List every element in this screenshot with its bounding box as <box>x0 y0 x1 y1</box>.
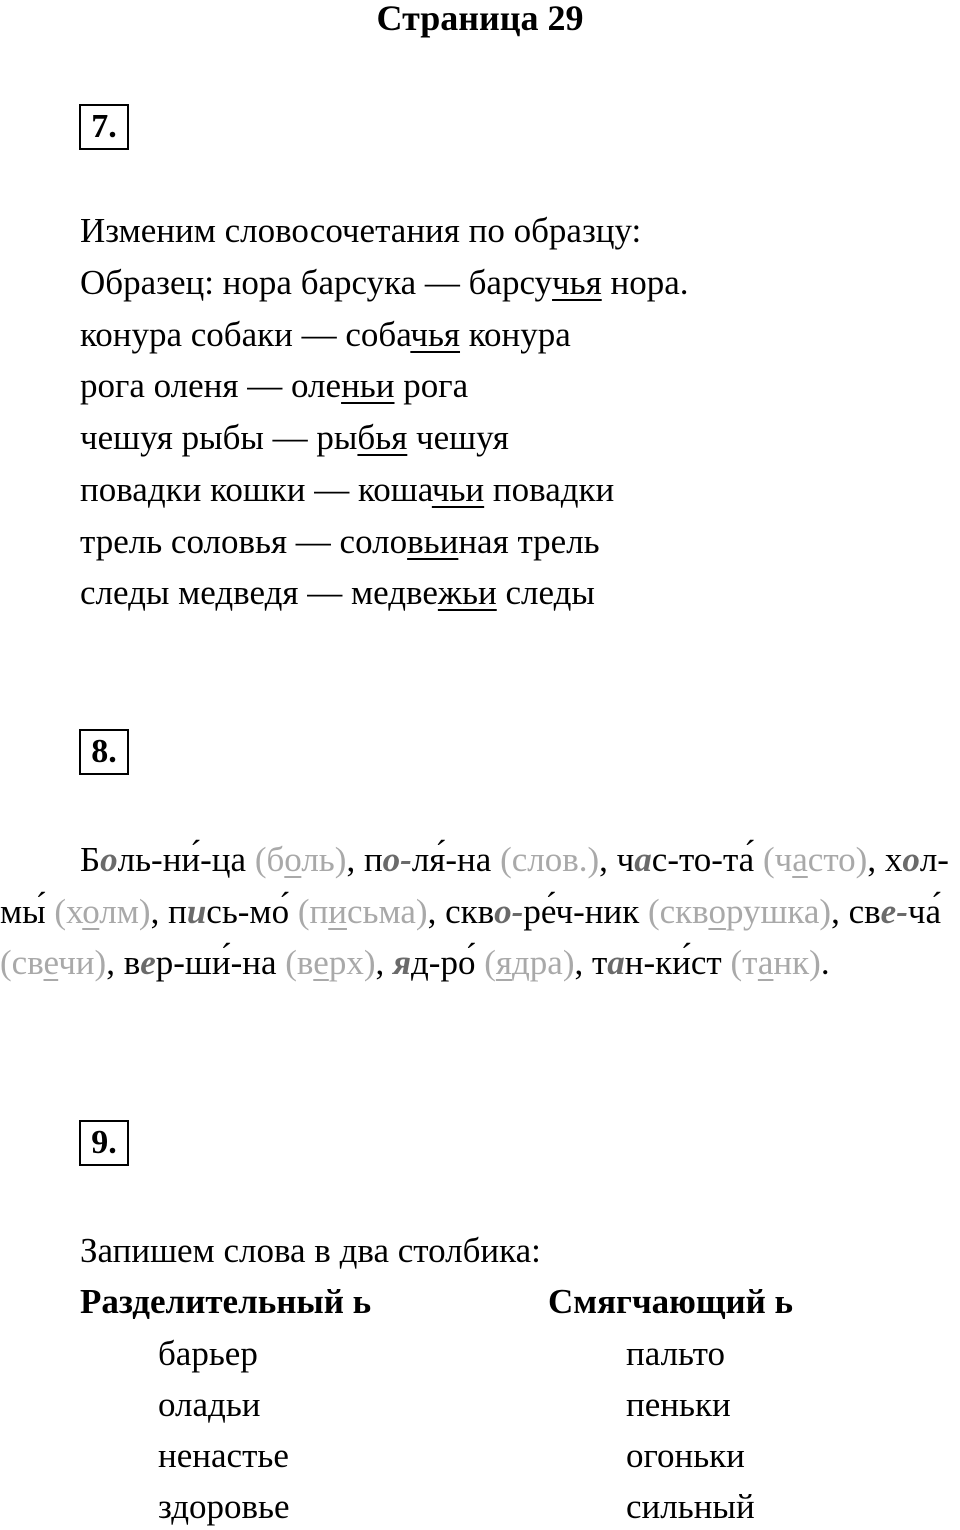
syllable-text: ля́-на <box>411 840 501 879</box>
syllable-text: д-ро́ <box>411 943 485 982</box>
exercise-7-line <box>80 315 571 355</box>
check-word: (слов.) <box>500 840 600 879</box>
separating-soft-sign-word: барьер <box>158 1334 258 1373</box>
softening-soft-sign-word: сильный <box>626 1487 755 1526</box>
underlined-suffix: чья <box>410 314 461 354</box>
line-text: конура <box>460 314 571 354</box>
softening-soft-sign-word: огоньки <box>626 1436 745 1475</box>
check-word: рх) <box>328 943 376 982</box>
stressed-vowel: е- <box>880 891 908 931</box>
syllable-text: р-ши́-на <box>155 943 286 982</box>
check-word: а <box>757 943 774 982</box>
check-word: ( <box>484 943 496 982</box>
check-word: е <box>43 943 59 982</box>
check-word: (х <box>54 891 83 931</box>
stressed-vowel: о- <box>382 840 412 879</box>
line-text: Образец: нора барсука — барсу <box>80 263 553 302</box>
exercise-7-line <box>80 573 595 613</box>
check-word: чи) <box>58 943 107 982</box>
syllable-text: л-мы́ <box>0 840 949 931</box>
underlined-suffix: вьи <box>407 521 459 561</box>
line-text: рога оленя — оле <box>80 366 342 406</box>
syllable-text: , п <box>150 891 187 931</box>
left-column-header: Разделительный ь <box>80 1282 372 1321</box>
syllable-text: , скв <box>427 891 495 931</box>
check-word: нк) <box>773 943 821 982</box>
line-text: трель соловья — соло <box>80 521 408 561</box>
line-text: конура собаки — соба <box>80 314 411 354</box>
separating-soft-sign-word: ненастье <box>158 1436 289 1475</box>
syllable-text: , п <box>346 840 383 879</box>
softening-soft-sign-word: пеньки <box>626 1385 731 1424</box>
line-text: чешуя <box>407 418 509 458</box>
right-column-header: Смягчающий ь <box>548 1282 794 1321</box>
stressed-vowel: а <box>634 840 652 879</box>
exercise-8-number: 8. <box>79 729 129 775</box>
underlined-suffix: жьи <box>437 573 497 613</box>
stressed-vowel: я <box>392 943 411 982</box>
softening-soft-sign-word: пальто <box>626 1334 726 1373</box>
check-word: рушка) <box>725 891 832 931</box>
syllable-text: Б <box>80 840 101 879</box>
stressed-vowel: о <box>100 840 118 879</box>
exercise-7-line <box>80 418 509 458</box>
syllable-text: ча́ <box>907 891 941 931</box>
check-word: и <box>328 891 347 931</box>
check-word: (в <box>285 943 314 982</box>
line-text: рога <box>394 366 469 406</box>
syllable-text: сь-мо́ <box>206 891 298 931</box>
exercise-7-number: 7. <box>79 104 129 150</box>
syllable-text: ль-ни́-ца <box>117 840 255 879</box>
check-word: (т <box>730 943 758 982</box>
stressed-vowel: и <box>186 891 207 931</box>
separating-soft-sign-word: здоровье <box>158 1487 290 1526</box>
check-word: сьма) <box>346 891 428 931</box>
line-text: повадки кошки — коша <box>80 469 432 509</box>
exercise-8-paragraph <box>0 834 960 989</box>
check-word: я <box>495 943 512 982</box>
line-text: следы <box>496 573 595 613</box>
syllable-text: с-то-та́ <box>651 840 763 879</box>
check-word: а <box>792 840 808 879</box>
underlined-suffix: ньи <box>341 366 395 406</box>
exercise-9-number: 9. <box>79 1120 129 1166</box>
page-title: Страница 29 <box>376 0 584 38</box>
line-text: повадки <box>484 469 615 509</box>
exercise-7-line <box>80 263 688 303</box>
syllable-text: , х <box>867 840 903 879</box>
check-word: (ч <box>762 840 793 879</box>
syllable-text: ре́ч-ник <box>523 891 648 931</box>
line-text: следы медведя — медве <box>80 573 438 613</box>
check-word: (скв <box>647 891 709 931</box>
check-word: ль) <box>301 840 347 879</box>
check-word: сто) <box>807 840 868 879</box>
line-text: нора. <box>601 263 689 302</box>
underlined-suffix: чьи <box>431 469 485 509</box>
stressed-vowel: о- <box>494 891 524 931</box>
stressed-vowel: а <box>607 943 625 982</box>
stressed-vowel: о <box>902 840 920 879</box>
syllable-text: , <box>375 943 393 982</box>
check-word: о <box>708 891 726 931</box>
underlined-suffix: бья <box>357 418 408 458</box>
syllable-text: , ч <box>599 840 635 879</box>
exercise-7-line <box>80 522 600 562</box>
exercise-7-line <box>80 366 468 406</box>
syllable-text: н-ки́ст <box>624 943 731 982</box>
exercise-7-intro: Изменим словосочетания по образцу: <box>80 211 642 250</box>
check-word: (св <box>0 943 44 982</box>
check-word: о <box>284 840 302 879</box>
syllable-text: , т <box>574 943 608 982</box>
line-text: чешуя рыбы — ры <box>80 418 358 458</box>
check-word: (б <box>254 840 285 879</box>
line-text: ная трель <box>458 521 600 561</box>
check-word: дра) <box>511 943 575 982</box>
check-word: (п <box>297 891 329 931</box>
stressed-vowel: е <box>140 943 156 982</box>
separating-soft-sign-word: оладьи <box>158 1385 261 1424</box>
exercise-7-line <box>80 470 614 510</box>
check-word: о <box>82 891 100 931</box>
syllable-text: . <box>820 943 830 982</box>
underlined-suffix: чья <box>552 263 602 302</box>
exercise-9-intro: Запишем слова в два столбика: <box>80 1231 541 1270</box>
syllable-text: , в <box>106 943 141 982</box>
check-word: лм) <box>99 891 151 931</box>
syllable-text: , св <box>831 891 881 931</box>
check-word: е <box>313 943 329 982</box>
